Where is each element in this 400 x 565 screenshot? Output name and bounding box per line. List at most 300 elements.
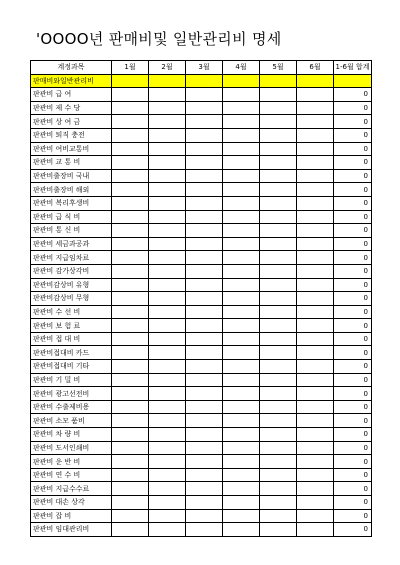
month-cell	[112, 251, 149, 265]
account-label: 판관비 여비교통비	[31, 142, 112, 156]
month-cell	[260, 523, 297, 537]
total-cell: 0	[334, 332, 372, 346]
month-cell	[186, 482, 223, 496]
total-cell: 0	[334, 169, 372, 183]
month-cell	[149, 128, 186, 142]
total-cell: 0	[334, 156, 372, 170]
account-label: 판관비출장비 해외	[31, 183, 112, 197]
month-cell	[260, 455, 297, 469]
account-label: 판관비 급 식 비	[31, 210, 112, 224]
total-cell: 0	[334, 101, 372, 115]
month-cell	[186, 156, 223, 170]
month-cell	[186, 183, 223, 197]
month-cell	[223, 414, 260, 428]
month-cell	[186, 237, 223, 251]
month-cell	[186, 169, 223, 183]
month-cell	[223, 509, 260, 523]
account-label: 판관비 수출제비용	[31, 400, 112, 414]
month-cell	[112, 482, 149, 496]
table-row	[31, 482, 372, 496]
month-cell	[112, 319, 149, 333]
month-cell	[223, 441, 260, 455]
month-cell	[149, 455, 186, 469]
month-cell	[112, 183, 149, 197]
month-cell	[260, 305, 297, 319]
month-cell	[186, 305, 223, 319]
month-cell	[149, 509, 186, 523]
account-label: 판관비 보 험 료	[31, 319, 112, 333]
table-row	[31, 441, 372, 455]
table-row	[31, 414, 372, 428]
total-cell: 0	[334, 346, 372, 360]
section-cell	[186, 74, 223, 88]
month-cell	[223, 210, 260, 224]
month-cell	[260, 264, 297, 278]
table-body	[31, 61, 372, 537]
month-cell	[297, 468, 334, 482]
table-row	[31, 346, 372, 360]
section-cell	[260, 74, 297, 88]
table-row	[31, 305, 372, 319]
month-cell	[149, 156, 186, 170]
month-cell	[260, 496, 297, 510]
header-total: 1-6월 합계	[334, 61, 372, 75]
total-cell: 0	[334, 115, 372, 129]
month-cell	[260, 156, 297, 170]
table-row	[31, 237, 372, 251]
total-cell: 0	[334, 496, 372, 510]
total-cell: 0	[334, 251, 372, 265]
month-cell	[297, 346, 334, 360]
month-cell	[186, 115, 223, 129]
table-row	[31, 224, 372, 238]
total-cell: 0	[334, 183, 372, 197]
header-account: 계정과목	[31, 61, 112, 75]
month-cell	[149, 169, 186, 183]
month-cell	[112, 210, 149, 224]
month-cell	[186, 251, 223, 265]
month-cell	[149, 523, 186, 537]
account-label: 판관비 잡 비	[31, 509, 112, 523]
month-cell	[186, 332, 223, 346]
month-cell	[112, 237, 149, 251]
month-cell	[260, 142, 297, 156]
month-cell	[186, 496, 223, 510]
month-cell	[112, 142, 149, 156]
month-cell	[297, 278, 334, 292]
month-cell	[223, 305, 260, 319]
month-cell	[112, 128, 149, 142]
month-cell	[297, 441, 334, 455]
month-cell	[112, 400, 149, 414]
month-cell	[297, 169, 334, 183]
month-cell	[149, 387, 186, 401]
total-cell: 0	[334, 319, 372, 333]
account-label: 판관비 제 수 당	[31, 101, 112, 115]
account-label: 판관비 운 반 비	[31, 455, 112, 469]
total-cell: 0	[334, 373, 372, 387]
section-cell	[334, 74, 372, 88]
month-cell	[149, 468, 186, 482]
month-cell	[186, 373, 223, 387]
month-cell	[149, 441, 186, 455]
month-cell	[223, 332, 260, 346]
total-cell: 0	[334, 360, 372, 374]
month-cell	[260, 400, 297, 414]
month-cell	[297, 115, 334, 129]
total-cell: 0	[334, 523, 372, 537]
total-cell: 0	[334, 441, 372, 455]
table-row	[31, 373, 372, 387]
month-cell	[297, 210, 334, 224]
total-cell: 0	[334, 428, 372, 442]
account-label: 판관비 교 통 비	[31, 156, 112, 170]
month-cell	[186, 387, 223, 401]
month-cell	[112, 305, 149, 319]
table-row	[31, 428, 372, 442]
month-cell	[297, 156, 334, 170]
month-cell	[260, 360, 297, 374]
month-cell	[223, 183, 260, 197]
total-cell: 0	[334, 142, 372, 156]
month-cell	[186, 210, 223, 224]
month-cell	[223, 360, 260, 374]
month-cell	[112, 278, 149, 292]
month-cell	[297, 292, 334, 306]
month-cell	[112, 387, 149, 401]
account-label: 판관비 기 밀 비	[31, 373, 112, 387]
month-cell	[112, 373, 149, 387]
section-cell	[297, 74, 334, 88]
month-cell	[223, 373, 260, 387]
month-cell	[260, 278, 297, 292]
month-cell	[112, 169, 149, 183]
month-cell	[149, 496, 186, 510]
month-cell	[149, 88, 186, 102]
month-cell	[223, 346, 260, 360]
month-cell	[297, 414, 334, 428]
month-cell	[297, 128, 334, 142]
month-cell	[149, 346, 186, 360]
total-cell: 0	[334, 509, 372, 523]
month-cell	[186, 509, 223, 523]
month-cell	[260, 468, 297, 482]
account-label: 판관비 대손 상각	[31, 496, 112, 510]
table-row	[31, 332, 372, 346]
table-row	[31, 509, 372, 523]
month-cell	[112, 346, 149, 360]
month-cell	[260, 346, 297, 360]
account-label: 판관비접대비 기타	[31, 360, 112, 374]
total-cell: 0	[334, 387, 372, 401]
table-row	[31, 142, 372, 156]
table-row	[31, 496, 372, 510]
month-cell	[149, 319, 186, 333]
month-cell	[223, 196, 260, 210]
table-row	[31, 196, 372, 210]
month-cell	[260, 373, 297, 387]
table-row	[31, 128, 372, 142]
month-cell	[149, 183, 186, 197]
month-cell	[112, 414, 149, 428]
header-row	[31, 61, 372, 75]
month-cell	[112, 441, 149, 455]
month-cell	[149, 332, 186, 346]
month-cell	[149, 264, 186, 278]
total-cell: 0	[334, 278, 372, 292]
month-cell	[260, 251, 297, 265]
month-cell	[223, 319, 260, 333]
month-cell	[149, 305, 186, 319]
month-cell	[149, 428, 186, 442]
month-cell	[260, 224, 297, 238]
account-label: 판관비 차 량 비	[31, 428, 112, 442]
account-label: 판관비 통 신 비	[31, 224, 112, 238]
account-label: 판관비 상 여 금	[31, 115, 112, 129]
month-cell	[297, 251, 334, 265]
account-label: 판관비 지급임차료	[31, 251, 112, 265]
account-label: 판관비 복리후생비	[31, 196, 112, 210]
month-cell	[149, 101, 186, 115]
month-cell	[260, 115, 297, 129]
month-cell	[223, 523, 260, 537]
month-cell	[260, 196, 297, 210]
month-cell	[297, 142, 334, 156]
month-cell	[112, 428, 149, 442]
month-cell	[112, 88, 149, 102]
table-row	[31, 360, 372, 374]
expense-table	[30, 60, 372, 537]
month-cell	[297, 183, 334, 197]
month-cell	[149, 237, 186, 251]
month-cell	[260, 210, 297, 224]
table-row	[31, 278, 372, 292]
month-cell	[186, 523, 223, 537]
month-cell	[186, 142, 223, 156]
month-cell	[223, 142, 260, 156]
month-cell	[260, 387, 297, 401]
month-cell	[149, 142, 186, 156]
month-cell	[149, 360, 186, 374]
month-cell	[297, 496, 334, 510]
month-cell	[260, 441, 297, 455]
month-cell	[297, 264, 334, 278]
month-cell	[223, 496, 260, 510]
total-cell: 0	[334, 292, 372, 306]
account-label: 판관비 광고선전비	[31, 387, 112, 401]
month-cell	[186, 360, 223, 374]
month-cell	[297, 332, 334, 346]
section-row	[31, 74, 372, 88]
month-cell	[186, 346, 223, 360]
month-cell	[186, 101, 223, 115]
total-cell: 0	[334, 196, 372, 210]
month-cell	[297, 360, 334, 374]
month-cell	[223, 156, 260, 170]
month-cell	[260, 128, 297, 142]
month-cell	[223, 468, 260, 482]
table-row	[31, 156, 372, 170]
total-cell: 0	[334, 88, 372, 102]
total-cell: 0	[334, 455, 372, 469]
total-cell: 0	[334, 237, 372, 251]
total-cell: 0	[334, 482, 372, 496]
table-row	[31, 387, 372, 401]
table-row	[31, 101, 372, 115]
month-cell	[186, 400, 223, 414]
month-cell	[223, 455, 260, 469]
month-cell	[297, 196, 334, 210]
table-row	[31, 455, 372, 469]
month-cell	[223, 387, 260, 401]
account-label: 판관비 수 선 비	[31, 305, 112, 319]
month-cell	[112, 101, 149, 115]
month-cell	[186, 441, 223, 455]
month-cell	[149, 210, 186, 224]
month-cell	[112, 115, 149, 129]
month-cell	[186, 196, 223, 210]
total-cell: 0	[334, 210, 372, 224]
table-row	[31, 88, 372, 102]
month-cell	[223, 428, 260, 442]
month-cell	[186, 128, 223, 142]
total-cell: 0	[334, 414, 372, 428]
month-cell	[223, 482, 260, 496]
month-cell	[149, 400, 186, 414]
account-label: 판관비 연 수 비	[31, 468, 112, 482]
month-cell	[223, 169, 260, 183]
month-cell	[297, 305, 334, 319]
month-cell	[260, 482, 297, 496]
month-cell	[149, 278, 186, 292]
month-cell	[223, 264, 260, 278]
month-cell	[223, 224, 260, 238]
month-cell	[112, 523, 149, 537]
month-cell	[260, 88, 297, 102]
month-cell	[186, 88, 223, 102]
month-cell	[297, 101, 334, 115]
month-cell	[112, 196, 149, 210]
account-label: 판관비 지급수수료	[31, 482, 112, 496]
account-label: 판관비접대비 카드	[31, 346, 112, 360]
section-cell	[223, 74, 260, 88]
month-cell	[186, 428, 223, 442]
account-label: 판관비 감가상각비	[31, 264, 112, 278]
account-label: 판관비 도서인쇄비	[31, 441, 112, 455]
month-cell	[112, 224, 149, 238]
month-cell	[260, 169, 297, 183]
month-cell	[186, 292, 223, 306]
total-cell: 0	[334, 400, 372, 414]
account-label: 판관비 퇴직 충전	[31, 128, 112, 142]
total-cell: 0	[334, 264, 372, 278]
header-month-4: 4월	[223, 61, 260, 75]
total-cell: 0	[334, 128, 372, 142]
month-cell	[112, 468, 149, 482]
month-cell	[112, 360, 149, 374]
month-cell	[112, 455, 149, 469]
month-cell	[149, 224, 186, 238]
month-cell	[223, 400, 260, 414]
section-cell	[112, 74, 149, 88]
header-month-3: 3월	[186, 61, 223, 75]
table-row	[31, 115, 372, 129]
month-cell	[186, 468, 223, 482]
month-cell	[297, 387, 334, 401]
month-cell	[186, 224, 223, 238]
header-month-2: 2월	[149, 61, 186, 75]
month-cell	[297, 509, 334, 523]
month-cell	[223, 278, 260, 292]
month-cell	[297, 482, 334, 496]
table-row	[31, 183, 372, 197]
month-cell	[149, 414, 186, 428]
month-cell	[297, 373, 334, 387]
table-row	[31, 319, 372, 333]
header-month-1: 1월	[112, 61, 149, 75]
month-cell	[260, 237, 297, 251]
account-label: 판관비감상비 무형	[31, 292, 112, 306]
month-cell	[260, 414, 297, 428]
month-cell	[186, 319, 223, 333]
month-cell	[112, 156, 149, 170]
header-month-6: 6월	[297, 61, 334, 75]
account-label: 판관비 세금과공과	[31, 237, 112, 251]
month-cell	[297, 455, 334, 469]
month-cell	[297, 400, 334, 414]
month-cell	[297, 523, 334, 537]
month-cell	[186, 455, 223, 469]
total-cell: 0	[334, 468, 372, 482]
month-cell	[297, 428, 334, 442]
section-label: 판매비와일반관리비	[31, 74, 112, 88]
month-cell	[260, 509, 297, 523]
table-row	[31, 292, 372, 306]
month-cell	[186, 414, 223, 428]
month-cell	[112, 509, 149, 523]
month-cell	[223, 88, 260, 102]
month-cell	[149, 482, 186, 496]
month-cell	[112, 292, 149, 306]
table-row	[31, 210, 372, 224]
account-label: 판관비 급 여	[31, 88, 112, 102]
month-cell	[260, 292, 297, 306]
month-cell	[149, 373, 186, 387]
table-row	[31, 169, 372, 183]
month-cell	[223, 101, 260, 115]
account-label: 판관비감상비 유형	[31, 278, 112, 292]
table-row	[31, 251, 372, 265]
month-cell	[223, 237, 260, 251]
total-cell: 0	[334, 305, 372, 319]
table-row	[31, 468, 372, 482]
month-cell	[297, 319, 334, 333]
table-row	[31, 264, 372, 278]
month-cell	[149, 292, 186, 306]
header-month-5: 5월	[260, 61, 297, 75]
month-cell	[223, 128, 260, 142]
month-cell	[149, 115, 186, 129]
section-cell	[149, 74, 186, 88]
month-cell	[223, 115, 260, 129]
month-cell	[112, 496, 149, 510]
account-label: 판관비출장비 국내	[31, 169, 112, 183]
month-cell	[223, 251, 260, 265]
page-title: 'OOOO년 판매비및 일반관리비 명세	[36, 30, 282, 48]
account-label: 판관비 임대관리비	[31, 523, 112, 537]
month-cell	[112, 332, 149, 346]
month-cell	[297, 237, 334, 251]
